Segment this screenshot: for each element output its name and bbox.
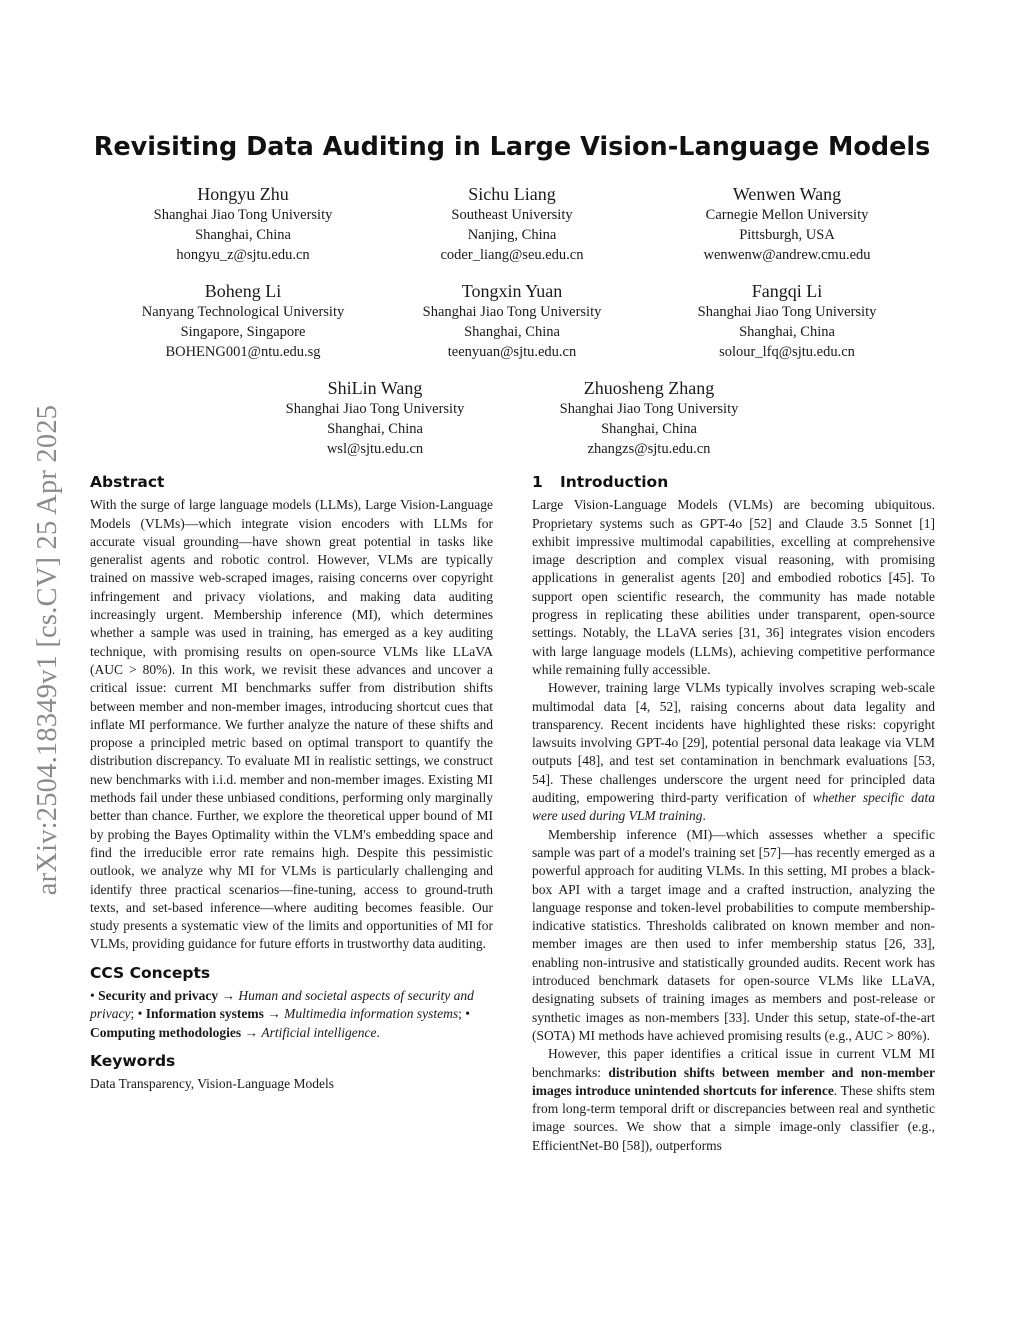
intro-paragraph-1: Large Vision-Language Models (VLMs) are becoming ubiquitous. Proprietary systems such as GPT-4o [52] and Claude 3.5 Sonnet [1] exhibit impressive multimodal capabilities, excelling at comprehensive image description and complex visual reasoning, with promising applications in generalist agents [20] and embodied robotics [45]. To support open scientific research, the community has made notable progress in replicating these abilities under transparent, open-source settings. Notably, the LLaVA series [31, 36] integrates vision encoders with large language models (LLMs), achieving competitive performance while remaining fully accessible. [532,497,935,677]
ccs-separator: ; [458,1006,462,1022]
author-name: ShiLin Wang [327,378,423,398]
author-email: solour_lfq@sjtu.edu.cn [719,344,855,360]
ccs-category: Information systems [145,1006,264,1022]
author-email: BOHENG001@ntu.edu.sg [165,344,321,360]
author-name: Zhuosheng Zhang [583,378,715,398]
author-location: Pittsburgh, USA [739,227,835,243]
author-name: Boheng Li [204,281,282,301]
intro-paragraph-4: However, this paper identifies a critical issue in current VLM MI benchmarks: distribution shifts between member and non-member images introduce unintended shortcuts for inference. These shifts stem from long-term temporal drift or discrepancies between real and synthetic image sources. We show that a simple image-only classifier (e.g., EfficientNet-B0 [58]), outperforms [532,1046,935,1153]
author-affiliation: Shanghai Jiao Tong University [559,401,739,417]
author-affiliation: Shanghai Jiao Tong University [153,207,333,223]
ccs-separator: ; [130,1006,135,1022]
author-block [108,280,378,362]
author-location: Shanghai, China [601,421,697,437]
author-location: Shanghai, China [327,421,423,437]
ccs-category: Computing methodologies [90,1024,242,1040]
author-affiliation: Shanghai Jiao Tong University [422,304,602,320]
author-location: Shanghai, China [464,324,560,340]
author-location: Shanghai, China [739,324,835,340]
author-email: wenwenw@andrew.cmu.edu [703,247,871,263]
author-affiliation: Nanyang Technological University [141,304,345,320]
author-email: teenyuan@sjtu.edu.cn [447,344,577,360]
author-block [382,183,642,265]
author-affiliation: Southeast University [451,207,573,223]
ccs-concept: Artificial intelligence [261,1024,377,1040]
abstract-heading: Abstract [90,473,165,491]
ccs-concepts: • Security and privacy → Human and societal aspects of security and privacy; • Information systems → Multimedia information systems; • Computing methodologies → Artificial intelligence. [90,988,474,1040]
ccs-concept: Human and societal aspects of security and privacy [90,988,474,1022]
author-name: Fangqi Li [751,281,823,301]
author-affiliation: Shanghai Jiao Tong University [285,401,465,417]
author-block [245,377,505,459]
author-affiliation: Carnegie Mellon University [705,207,869,223]
keywords-heading: Keywords [90,1051,176,1070]
author-location: Singapore, Singapore [180,324,306,340]
author-name: Tongxin Yuan [461,281,563,301]
ccs-concept: Multimedia information systems [284,1006,459,1022]
paper-title: Revisiting Data Auditing in Large Vision-Language Models [93,132,931,162]
section-number: 1 [532,473,543,491]
ccs-arrow: → [221,988,235,1004]
intro-paragraph-2: However, training large VLMs typically involves scraping web-scale multimodal data [4, 52], raising concerns about data legality and transparency. Recent incidents have highlighted these risks: copyright lawsuits involving GPT-4o [29], potential personal data leakage via VLM outputs [48], and test set contamination in benchmark evaluations [53, 54]. These challenges underscore the urgent need for principled data auditing, empowering third-party verification of whether specific data were used during VLM training. [532,680,935,824]
introduction-heading [532,473,935,491]
author-block [382,280,642,362]
left-column [90,473,493,1094]
right-column [532,473,935,1155]
arxiv-sidebar [28,340,68,960]
author-name: Wenwen Wang [732,184,842,204]
intro-emphasis: whether specific data were used during VLM training [532,790,935,824]
ccs-arrow: → [244,1024,259,1040]
author-email: coder_liang@seu.edu.cn [440,247,584,263]
author-block [113,183,373,265]
author-affiliation: Shanghai Jiao Tong University [697,304,877,320]
author-email: wsl@sjtu.edu.cn [326,441,424,457]
author-name: Sichu Liang [468,184,556,204]
author-email: zhangzs@sjtu.edu.cn [587,441,711,457]
ccs-separator: . [376,1024,380,1040]
arxiv-identifier: arXiv:2504.18349v1 [cs.CV] 25 Apr 2025 [32,404,63,896]
ccs-category: Security and privacy [98,988,219,1004]
author-email: hongyu_z@sjtu.edu.cn [176,247,310,263]
keywords-text: Data Transparency, Vision-Language Models [90,1076,335,1092]
author-name: Hongyu Zhu [197,184,289,204]
author-location: Nanjing, China [467,227,557,243]
intro-paragraph-3: Membership inference (MI)—which assesses whether a specific sample was part of a model's training set [57]—has recently emerged as a powerful approach for auditing VLMs. In this setting, MI probes a black-box API with a target image and a crafted instruction, analyzing the language response and token-level probabilities to compute membership-indicative statistics. Thresholds calibrated on known member and non-member images are then used to infer membership status [26, 33], enabling non-intrusive and statistically grounded audits. Recent work has introduced benchmark datasets for open-source VLMs like LLaVA, designating subsets of training images as members and post-release or synthetic images as non-members [33]. Under this setup, state-of-the-art (SOTA) MI methods have achieved promising results (e.g., AUC > 80%). [532,826,935,1043]
intro-key-finding: distribution shifts between member and non-member images introduce unintended shortcuts for inference [532,1064,935,1098]
ccs-heading: CCS Concepts [90,963,211,982]
section-title: Introduction [560,473,669,491]
author-location: Shanghai, China [195,227,291,243]
ccs-arrow: → [267,1006,281,1022]
abstract-text: With the surge of large language models (LLMs), Large Vision-Language Models (VLMs)—which integrate vision encoders with LLMs for accurate visual grounding—have shown great potential in tasks like generalist agents and robotic control. However, VLMs are typically trained on massive web-scraped images, raising concerns over copyright infringement and privacy violations, and making data auditing increasingly urgent. Membership inference (MI), which determines whether a sample was used in training, has emerged as a key auditing technique, with promising results on open-source VLMs like LLaVA (AUC > 80%). In this work, we revisit these advances and uncover a critical issue: current MI benchmarks suffer from distribution shifts between member and non-member images, introducing shortcut cues that inflate MI performance. We further analyze the nature of these shifts and propose a principled metric based on optimal transport to quantify the distribution discrepancy. To evaluate MI in realistic settings, we construct new benchmarks with i.i.d. member and non-member images. Existing MI methods fail under these unbiased conditions, performing only marginally better than chance. Further, we explore the theoretical upper bound of MI by probing the Bayes Optimality within the VLM's embedding space and find the irreducible error rate remains high. Despite this pessimistic outlook, we analyze why MI for VLMs is particularly challenging and identify three practical scenarios—fine-tuning, access to ground-truth texts, and set-based inference—where auditing becomes feasible. Our study presents a systematic view of the limits and opportunities of MI for VLMs, providing guidance for future efforts in trustworthy data auditing. [90,497,493,952]
author-block [657,183,917,265]
author-block [657,280,917,362]
author-block [519,377,779,459]
